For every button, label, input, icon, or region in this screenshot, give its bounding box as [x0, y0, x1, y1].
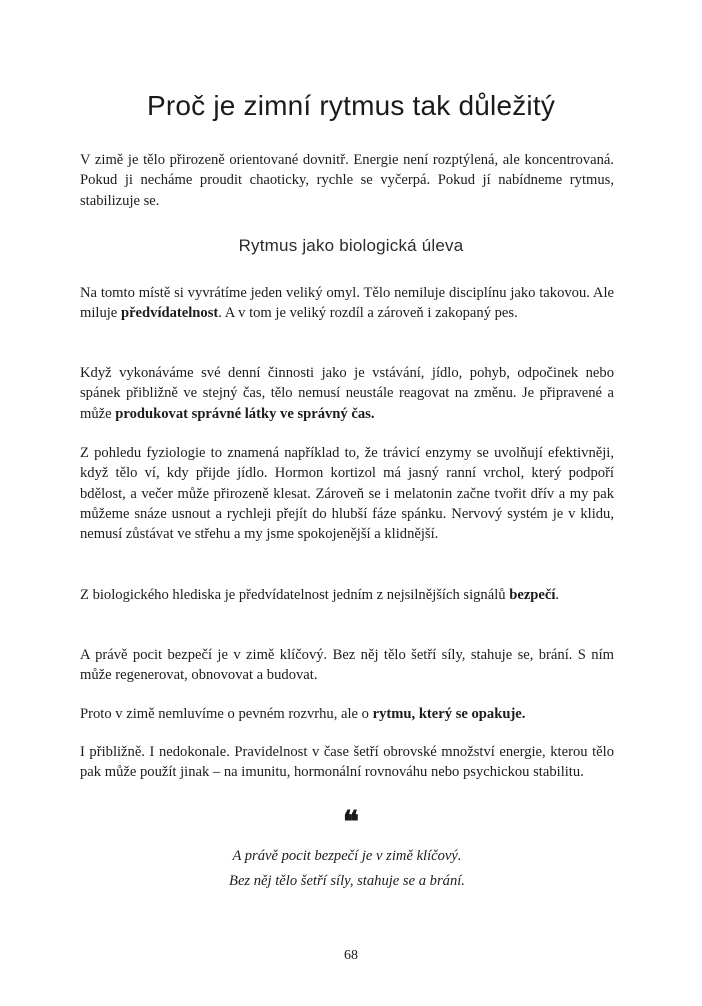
paragraph-8: [80, 742, 614, 783]
bold-phrase: předvídatelnost: [120, 305, 219, 322]
paragraph-text: V zimě je tělo přirozeně orientované dovnitř. Energie není rozptýlená, ale koncentrovaná. Pokud ji necháme proudit chaoticky, rychle se vyčerpá. Pokud jí nabídneme rytmus, stabilizuje se.: [80, 152, 614, 209]
paragraph-7: [80, 704, 614, 724]
bold-phrase: produkovat správné látky ve správný čas.: [115, 405, 375, 422]
paragraph-4: [80, 443, 614, 544]
paragraph-2: [80, 283, 614, 324]
bold-phrase: bezpečí: [509, 587, 556, 603]
page-title: Proč je zimní rytmus tak důležitý: [146, 90, 556, 121]
paragraph-text: Na tomto místě si vyvrátíme jeden veliký omyl. Tělo nemiluje disciplínu jako takovou. Ale miluje: [80, 285, 614, 322]
paragraph-text: I přibližně. I nedokonale. Pravidelnost v čase šetří obrovské množství energie, kterou tělo pak může použít jinak – na imunitu, hormonální rovnováhu nebo psychickou stabilitu.: [80, 744, 614, 781]
paragraph-text: .: [555, 587, 560, 603]
paragraph-1: [80, 150, 614, 211]
page-number: 68: [344, 948, 358, 963]
pull-quote-line-1: A právě pocit bezpečí je v zimě klíčový.: [232, 848, 462, 864]
quote-mark-icon: ❝: [342, 806, 360, 839]
paragraph-6: [80, 645, 614, 686]
paragraph-text: Když vykonáváme své denní činnosti jako je vstávání, jídlo, pohyb, odpočinek nebo spánek přibližně ve stejný čas, tělo nemusí neustále reagovat na změnu. Je připravené a může: [80, 365, 614, 422]
paragraph-text: A právě pocit bezpečí je v zimě klíčový. Bez něj tělo šetří síly, stahuje se, brání. S ním může regenerovat, obnovovat a budovat.: [80, 647, 614, 684]
paragraph-text: . A v tom je veliký rozdíl a zároveň i zakopaný pes.: [218, 305, 518, 322]
paragraph-5: [80, 585, 614, 605]
pull-quote-line-2: Bez něj tělo šetří síly, stahuje se a brání.: [229, 873, 465, 889]
section-subtitle: Rytmus jako biologická úleva: [238, 236, 464, 255]
paragraph-text: Z biologického hlediska je předvídatelnost jedním z nejsilnějších signálů: [80, 587, 510, 603]
paragraph-3: [80, 363, 614, 424]
paragraph-text: Z pohledu fyziologie to znamená například to, že trávicí enzymy se uvolňují efektivněji, když tělo ví, kdy přijde jídlo. Hormon kortizol má jasný ranní vrchol, který podpoří bdělost, a večer může přirozeně klesat. Zároveň se i melatonin začne tvořit dřív a my pak můžeme snáze usnout a rychleji přejít do hlubší fáze spánku. Nervový systém je v klidu, nemusí zůstávat ve střehu a my jsme spokojenější a klidnější.: [80, 445, 614, 543]
paragraph-text: Proto v zimě nemluvíme o pevném rozvrhu, ale o: [80, 706, 373, 722]
bold-phrase: rytmu, který se opakuje.: [372, 706, 526, 722]
